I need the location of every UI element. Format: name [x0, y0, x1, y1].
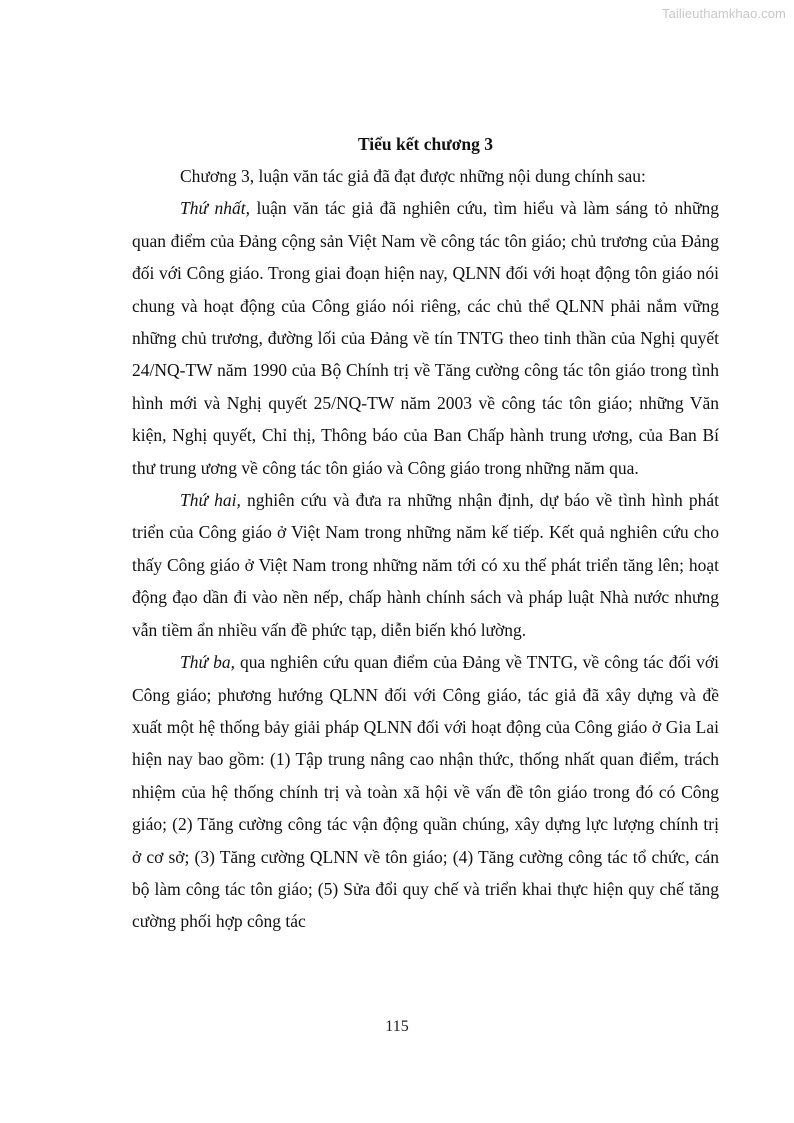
- intro-paragraph: Chương 3, luận văn tác giả đã đạt được những nội dung chính sau:: [180, 166, 646, 186]
- watermark: Tailieuthamkhao.com: [661, 6, 786, 21]
- paragraph-text: nghiên cứu và đưa ra những nhận định, dự báo về tình hình phát triển của Công giáo ở Việt Nam trong những năm kế tiếp. Kết quả nghiên cứu cho thấy Công giáo ở Việt Nam trong những năm tới có xu thế phát triển tăng lên; hoạt động đạo dần đi vào nền nếp, chấp hành chính sách và pháp luật Nhà nước nhưng vẫn tiềm ẩn nhiều vấn đề phức tạp, diễn biến khó lường.: [132, 490, 719, 640]
- document-body: [132, 128, 719, 938]
- page-number: 115: [385, 1018, 409, 1035]
- paragraph-second: [132, 484, 719, 646]
- paragraph-lead: Thứ hai,: [180, 490, 241, 511]
- paragraph-text: qua nghiên cứu quan điểm của Đảng về TNTG, về công tác đối với Công giáo; phương hướng QLNN đối với Công giáo, tác giả đã xây dựng và đề xuất một hệ thống bảy giải pháp QLNN đối với hoạt động của Công giáo ở Gia Lai hiện nay bao gồm: (1) Tập trung nâng cao nhận thức, thống nhất quan điểm, trách nhiệm của hệ thống chính trị và toàn xã hội về vấn đề tôn giáo trong đó có Công giáo; (2) Tăng cường công tác vận động quần chúng, xây dựng lực lượng chính trị ở cơ sở; (3) Tăng cường QLNN về tôn giáo; (4) Tăng cường công tác tổ chức, cán bộ làm công tác tôn giáo; (5) Sửa đổi quy chế và triển khai thực hiện quy chế tăng cường phối hợp công tác: [132, 652, 719, 932]
- paragraph-first: [132, 192, 719, 484]
- section-title: Tiểu kết chương 3: [357, 134, 494, 154]
- paragraph-text: , luận văn tác giả đã nghiên cứu, tìm hiểu và làm sáng tỏ những quan điểm của Đảng cộng sản Việt Nam về công tác tôn giáo; chủ trương của Đảng đối với Công giáo. Trong giai đoạn hiện nay, QLNN đối với hoạt động tôn giáo nói chung và hoạt động của Công giáo nói riêng, các chủ thể QLNN phải nắm vững những chủ trương, đường lối của Đảng về tín TNTG theo tinh thần của Nghị quyết 24/NQ-TW năm 1990 của Bộ Chính trị về Tăng cường công tác tôn giáo trong tình hình mới và Nghị quyết 25/NQ-TW năm 2003 về công tác tôn giáo; những Văn kiện, Nghị quyết, Chỉ thị, Thông báo của Ban Chấp hành trung ương, của Ban Bí thư trung ương về công tác tôn giáo và Công giáo trong những năm qua.: [132, 198, 719, 478]
- paragraph-lead: Thứ ba,: [180, 652, 235, 673]
- paragraph-third: [132, 646, 719, 938]
- paragraph-lead: Thứ nhất: [180, 198, 246, 219]
